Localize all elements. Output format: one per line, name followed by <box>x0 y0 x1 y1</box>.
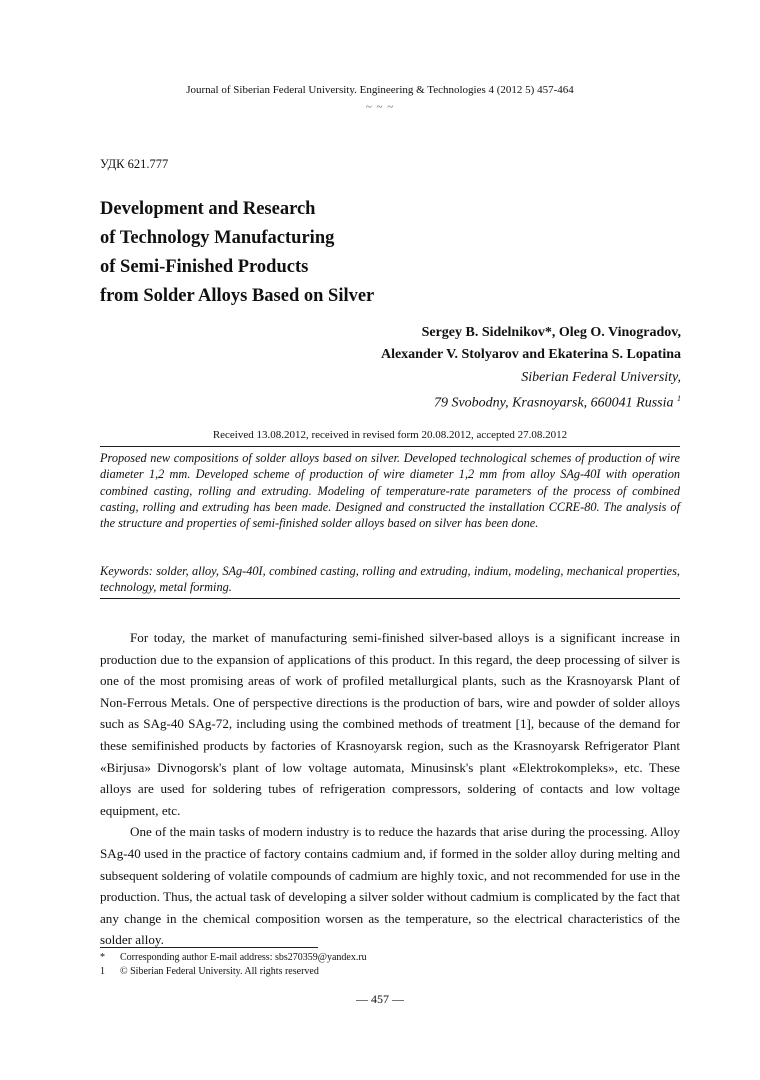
author-line: Alexander V. Stolyarov and Ekaterina S. Lopatina <box>380 347 681 362</box>
paragraph: For today, the market of manufacturing semi-finished silver-based alloys is a significant increase in production due to the expansion of applications of this product. In this regard, the deep processing of silver is one of the most promising areas of work of profiled metallurgical plants, such as the Krasnoyarsk Plant of Non-Ferrous Metals. One of perspective directions is the production of bars, wire and powder of solder alloys such as SAg-40 SAg-72, including using the combined methods of treatment [1], because of the demand for these semifinished products by factories of Krasnoyarsk region, such as the Krasnoyarsk Refrigerator Plant «Birjusa» Divnogorsk's plant of low voltage automata, Minusinsk's plant «Elektrokompleks», etc. These alloys are used for soldering tubes of refrigeration compressors, soldering of contacts and low voltage equipment, etc. <box>100 630 680 818</box>
affiliation <box>434 367 681 414</box>
footnotes <box>100 951 367 979</box>
footnote-text: © Siberian Federal University. All rights reserved <box>120 966 319 977</box>
footnote-divider <box>100 947 318 948</box>
footnote-mark: * <box>100 952 105 963</box>
body-text <box>100 627 680 951</box>
authors <box>381 322 681 366</box>
divider-top <box>100 446 680 447</box>
footnote <box>100 951 367 965</box>
paragraph: One of the main tasks of modern industry is to reduce the hazards that arise during the processing. Alloy SAg-40 used in the practice of factory contains cadmium and, if formed in the solder alloy during melting and subsequent soldering of volatile compounds of cadmium are highly toxic, and not recommended for use in the production. Thus, the actual task of developing a silver solder without cadmium is complicated by the fact that any change in the chemical composition worsen as the temperature, so the electrical characteristics of the solder alloy. <box>100 824 680 948</box>
affiliation-line <box>434 388 681 414</box>
received-dates: Received 13.08.2012, received in revised form 20.08.2012, accepted 27.08.2012 <box>212 429 568 441</box>
journal-header: Journal of Siberian Federal University. Engineering & Technologies 4 (2012 5) 457-464 <box>186 84 574 96</box>
footnote <box>100 965 367 979</box>
affiliation-line: Siberian Federal University, <box>521 370 681 385</box>
title-line: of Semi-Finished Products <box>100 257 309 277</box>
divider-bottom <box>100 598 680 599</box>
footnote-mark: 1 <box>100 966 105 977</box>
paper-title <box>100 195 520 311</box>
abstract: Proposed new compositions of solder alloys based on silver. Developed technological schemes of production of wire diameter 1,2 mm. Developed scheme of production of wire diameter 1,2 mm from alloy SAg-40I with operation combined casting, rolling and extruding. Modeling of temperature-rate parameters of the process of combined casting, rolling and extruding has been made. Designed and constructed the installation CCRE-80. The analysis of the structure and properties of semi-finished solder alloys based on silver has been done. <box>100 451 680 531</box>
title-line: of Technology Manufacturing <box>100 228 335 248</box>
keywords: Keywords: solder, alloy, SAg-40I, combined casting, rolling and extruding, indium, modeling, mechanical properties, technology, metal forming. <box>100 564 680 595</box>
title-line: Development and Research <box>100 199 316 219</box>
affiliation-address: 79 Svobodny, Krasnoyarsk, 660041 Russia <box>433 395 674 411</box>
affiliation-mark: 1 <box>677 394 681 403</box>
header-ornament: ~ ~ ~ <box>365 101 395 113</box>
page-number: — 457 — <box>356 992 404 1006</box>
udk-code: УДК 621.777 <box>100 157 169 171</box>
title-line: from Solder Alloys Based on Silver <box>100 286 375 306</box>
footnote-text: Corresponding author E-mail address: sbs270359@yandex.ru <box>120 952 367 963</box>
author-line: Sergey B. Sidelnikov*, Oleg O. Vinogradov, <box>421 325 681 340</box>
